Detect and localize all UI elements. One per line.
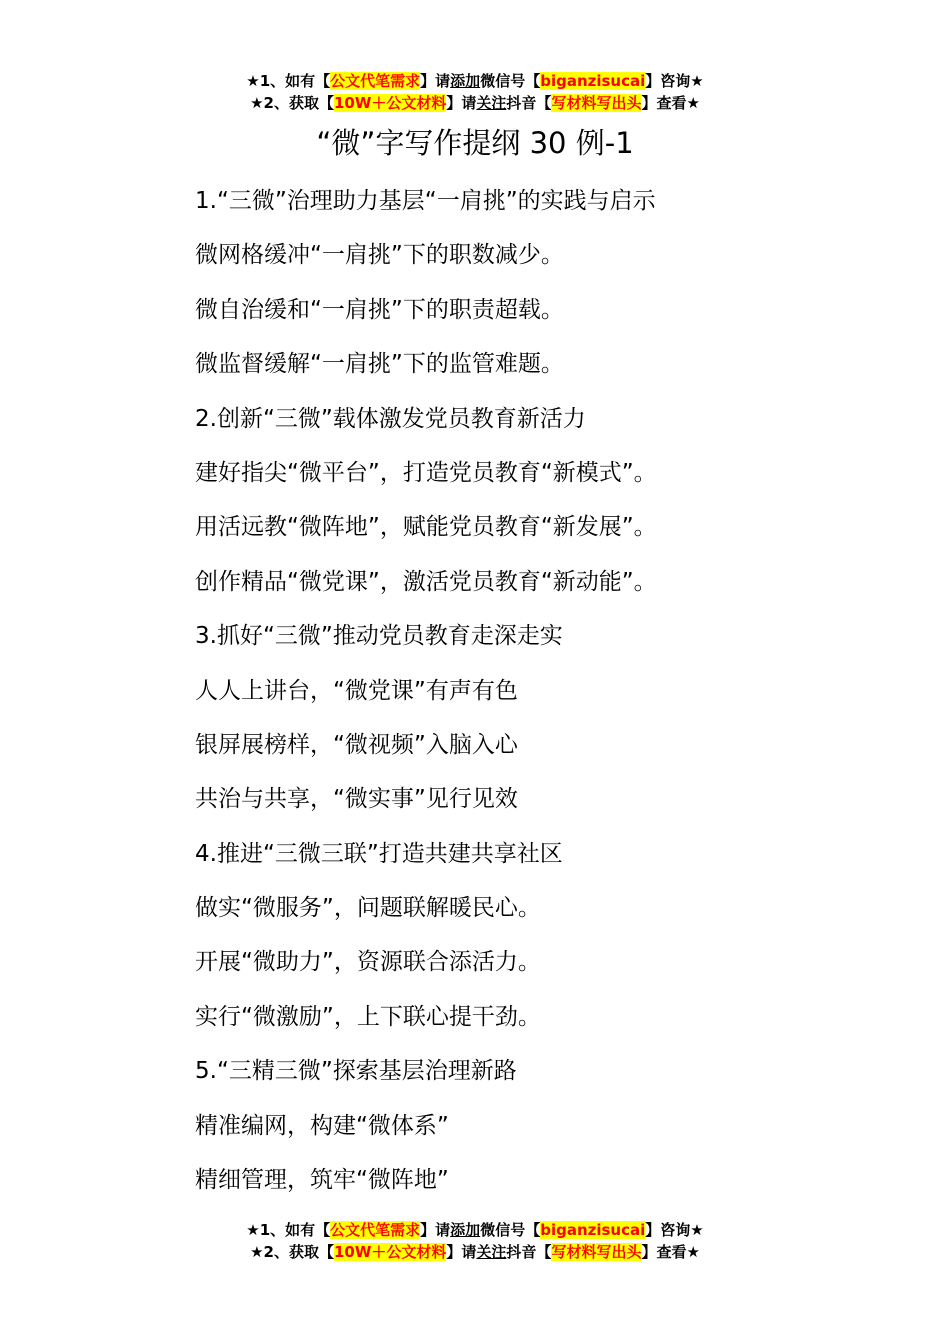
banner-text: 微信号【: [480, 1221, 541, 1239]
star-icon: ★: [690, 72, 704, 90]
highlight-text: 公文代笔需求: [330, 1221, 421, 1239]
banner-text: 】咨询: [645, 72, 691, 90]
outline-heading-3: 3.抓好“三微”推动党员教育走深走实: [195, 623, 563, 650]
highlight-text: 公文代笔需求: [330, 72, 421, 90]
banner-line-1: [0, 70, 950, 92]
star-icon: ★: [250, 1243, 264, 1261]
banner-text: 】咨询: [645, 1221, 691, 1239]
star-icon: ★: [686, 1243, 700, 1261]
outline-item: 精细管理，筑牢“微阵地”: [195, 1167, 449, 1194]
outline-item: 用活远教“微阵地”，赋能党员教育“新发展”。: [195, 514, 657, 541]
outline-item: 银屏展榜样，“微视频”入脑入心: [195, 731, 518, 758]
outline-item: 创作精品“微党课”，激活党员教育“新动能”。: [195, 568, 657, 595]
banner-line-2: [0, 92, 950, 114]
outline-heading-4: 4.推进“三微三联”打造共建共享社区: [195, 840, 563, 867]
banner-text: 1、如有【: [259, 1221, 331, 1239]
outline-heading-1: 1.“三微”治理助力基层“一肩挑”的实践与启示: [195, 188, 656, 214]
outline-item: 精准编网，构建“微体系”: [195, 1112, 449, 1139]
outline-heading-2: 2.创新“三微”载体激发党员教育新活力: [195, 405, 586, 432]
bottom-banner: [0, 1219, 950, 1263]
star-icon: ★: [250, 94, 264, 112]
banner-text: 】请: [420, 1221, 451, 1239]
underlined-text: 关注: [476, 1243, 507, 1261]
top-banner: [0, 70, 950, 114]
outline-item: 微监督缓解“一肩挑”下的监管难题。: [195, 351, 564, 378]
document-title: “微”字写作提纲 30 例-1: [316, 126, 634, 160]
banner-text: 】请: [446, 94, 477, 112]
banner-text: 】请: [446, 1243, 477, 1261]
wechat-id-highlight: biganzisucai: [540, 72, 646, 90]
douyin-highlight: 写材料写出头: [551, 94, 642, 112]
banner-line-1: [0, 1219, 950, 1241]
star-icon: ★: [246, 1221, 260, 1239]
banner-line-2: [0, 1241, 950, 1263]
outline-item: 人人上讲台，“微党课”有声有色: [195, 677, 518, 704]
banner-text: 】查看: [641, 1243, 687, 1261]
outline-item: 微自治缓和“一肩挑”下的职责超载。: [195, 296, 564, 323]
underlined-text: 关注: [476, 94, 507, 112]
outline-heading-5: 5.“三精三微”探索基层治理新路: [195, 1058, 517, 1085]
underlined-text: 添加: [450, 72, 481, 90]
outline-item: 共治与共享，“微实事”见行见效: [195, 786, 518, 813]
banner-text: 2、获取【: [263, 94, 334, 112]
highlight-text: 10W＋公文材料: [333, 1243, 447, 1261]
star-icon: ★: [686, 94, 700, 112]
banner-text: 抖音【: [506, 1243, 552, 1261]
document-body: [195, 174, 935, 1207]
banner-text: 1、如有【: [259, 72, 331, 90]
underlined-text: 添加: [450, 1221, 481, 1239]
banner-text: 2、获取【: [263, 1243, 334, 1261]
wechat-id-highlight: biganzisucai: [540, 1221, 646, 1239]
outline-item: 做实“微服务”，问题联解暖民心。: [195, 895, 541, 922]
outline-item: 建好指尖“微平台”，打造党员教育“新模式”。: [195, 459, 657, 486]
highlight-text: 10W＋公文材料: [333, 94, 447, 112]
outline-item: 微网格缓冲“一肩挑”下的职数减少。: [195, 242, 564, 269]
banner-text: 】请: [420, 72, 451, 90]
banner-text: 抖音【: [506, 94, 552, 112]
star-icon: ★: [690, 1221, 704, 1239]
outline-item: 开展“微助力”，资源联合添活力。: [195, 949, 541, 976]
douyin-highlight: 写材料写出头: [551, 1243, 642, 1261]
banner-text: 】查看: [641, 94, 687, 112]
star-icon: ★: [246, 72, 260, 90]
outline-item: 实行“微激励”，上下联心提干劲。: [195, 1003, 541, 1030]
banner-text: 微信号【: [480, 72, 541, 90]
